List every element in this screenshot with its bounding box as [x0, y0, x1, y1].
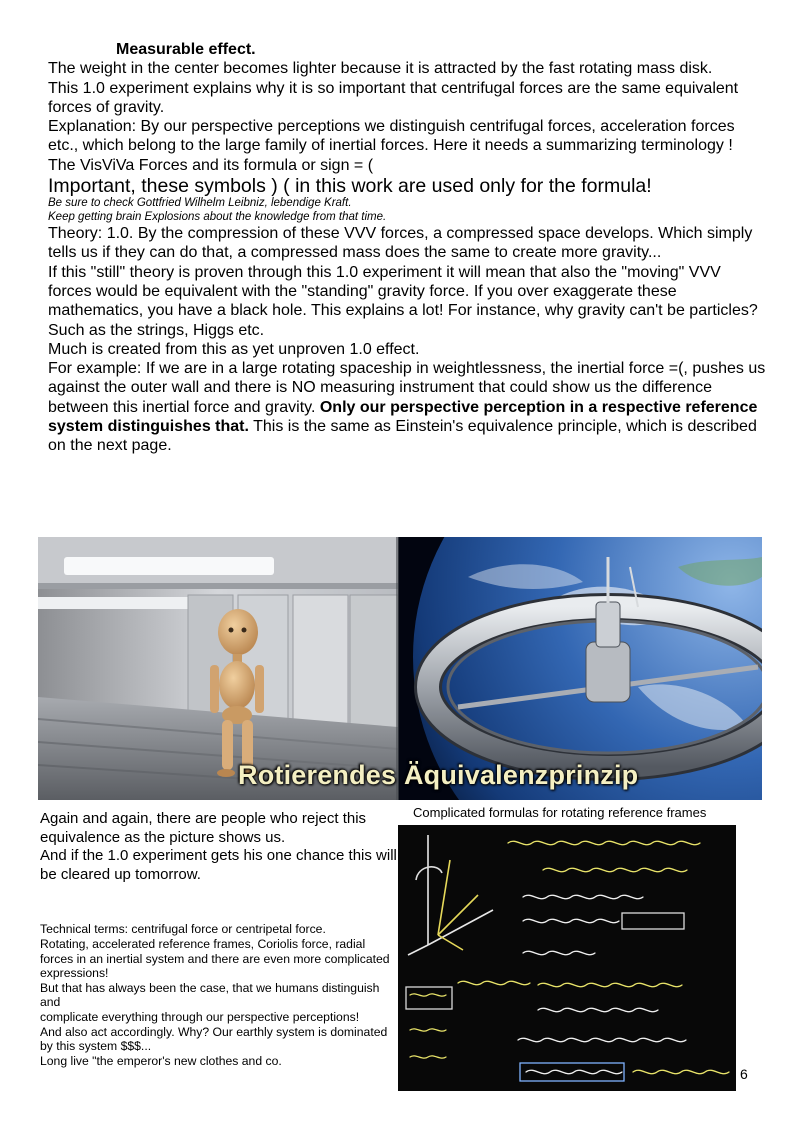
left-column [40, 810, 400, 1068]
formula-blackboard-image [398, 825, 736, 1091]
important-note: Important, these symbols ) ( in this work are used only for the formula! [48, 175, 652, 198]
page-number: 6 [740, 1066, 748, 1082]
hero-caption: Rotierendes Äquivalenzprinzip [238, 760, 639, 790]
handwritten-formulas-illustration [398, 825, 736, 1091]
terms-line: And also act accordingly. Why? Our earthly system is dominated by this system $$$... [40, 1024, 388, 1054]
paragraph-text: For example: If we are in a large rotating spaceship in weightlessness, the inertial force =(, pushes us against the outer wall and there is NO measuring instrument that could show us the difference between this inertial force and gravity. [48, 360, 766, 416]
terms-line: Technical terms: centrifugal force or centripetal force. [40, 922, 326, 937]
paragraph: This 1.0 experiment explains why it is so important that centrifugal forces are the same equivalent forces of gravity. [48, 79, 739, 116]
section-heading: Measurable effect. [116, 41, 256, 58]
article-body [48, 40, 768, 456]
paragraph: Theory: 1.0. By the compression of these VVV forces, a compressed space develops. Which simply tells us if they can do that, a compressed mass does the same to create more gravity... [48, 225, 753, 262]
terms-line: Long live "the emperor's new clothes and co. [40, 1053, 282, 1068]
terms-line: Rotating, accelerated reference frames, Coriolis force, radial forces in an inertial system and there are even more complicated expressions! [40, 936, 390, 981]
terms-line: But that has always been the case, that we humans distinguish and [40, 980, 380, 1010]
technical-terms [40, 922, 400, 1068]
italic-note: Be sure to check Gottfried Wilhelm Leibniz, lebendige Kraft. [48, 197, 352, 210]
paragraph [48, 359, 768, 455]
rotating-equivalence-image [38, 537, 762, 800]
paragraph: And if the 1.0 experiment gets his one chance this will be cleared up tomorrow. [40, 847, 397, 883]
paragraph-text: This is the same as Einstein's equivalence principle, which is described on the next page. [48, 418, 757, 455]
formula-caption: Complicated formulas for rotating reference frames [413, 805, 707, 820]
paragraph: Much is created from this as yet unproven 1.0 effect. [48, 340, 420, 358]
intro-text [40, 810, 400, 884]
paragraph: The VisViVa Forces and its formula or sign = ( [48, 156, 374, 174]
paragraph: If this "still" theory is proven through this 1.0 experiment it will mean that also the "moving" VVV forces would be equivalent with the "standing" gravity force. If you over exaggerate these mathematics, you have a black hole. This explains a lot! For instance, why gravity can't be particles? Such as the strings, Higgs etc. [48, 263, 758, 339]
bold-statement: Only our perspective perception in a respective reference system distinguishes that. [48, 398, 758, 436]
italic-note: Keep getting brain Explosions about the knowledge from that time. [48, 210, 387, 223]
terms-line: complicate everything through our perspective perceptions! [40, 1009, 360, 1024]
paragraph: The weight in the center becomes lighter because it is attracted by the fast rotating mass disk. [48, 60, 713, 78]
paragraph: Again and again, there are people who reject this equivalence as the picture shows us. [40, 810, 367, 846]
paragraph: Explanation: By our perspective perceptions we distinguish centrifugal forces, acceleration forces etc., which belong to the large family of inertial forces. Here it needs a summarizing terminology ! [48, 118, 735, 155]
